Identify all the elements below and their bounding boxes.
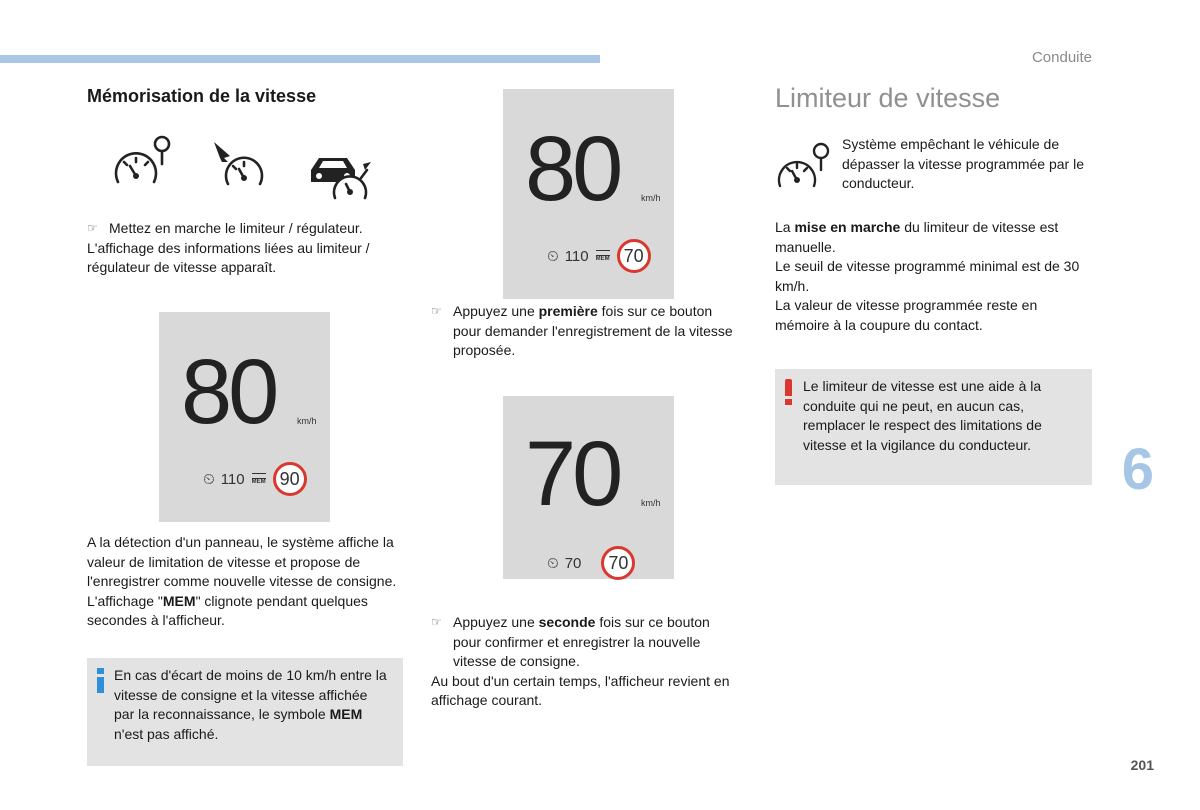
detection-paragraph: A la détection d'un panneau, le système affiche la valeur de limitation de vitesse et propose de l'enregistrer comme nouvelle vitesse de consigne. (87, 534, 397, 589)
finger-pointer-icon: ☞ (87, 221, 98, 235)
speed-unit: km/h (641, 498, 661, 508)
current-speed: 70 (525, 423, 620, 525)
return-display-paragraph: Au bout d'un certain temps, l'afficheur revient en affichage courant. (431, 672, 730, 708)
speed-sign-badge: 70 (601, 546, 635, 580)
setpoint-speed: 70 (564, 554, 582, 572)
bullet-text: Mettez en marche le limiteur / régulateur. (109, 220, 363, 236)
press-button-speedometer-icon (210, 138, 270, 192)
info-icon (97, 668, 105, 692)
limiter-info-row (547, 546, 635, 580)
setpoint-speed: 110 (220, 470, 245, 488)
car-speedometer-icon (305, 148, 379, 202)
mem-icon: MEM (595, 250, 611, 263)
finger-pointer-icon: ☞ (431, 615, 442, 629)
bullet-start-limiter (87, 219, 407, 239)
display-panel-80-70 (503, 89, 674, 299)
warning-note-box (775, 369, 1092, 485)
display-panel-70-70 (503, 396, 674, 579)
mem-blink-paragraph: L'affichage "MEM" clignote pendant quelques secondes à l'afficheur. (87, 592, 368, 628)
speed-sign-badge: 90 (273, 462, 307, 496)
info-display-paragraph: L'affichage des informations liées au limiteur / régulateur de vitesse apparaît. (87, 239, 370, 275)
info-note-box (87, 658, 403, 766)
page-number: 201 (1130, 757, 1154, 773)
bullet-second-press: ☞ Appuyez une seconde fois sur ce bouton pour confirmer et enregistrer la nouvelle vitesse de consigne. (431, 614, 710, 669)
bullet-first-press: ☞ Appuyez une première fois sur ce bouton pour demander l'enregistrement de la vitesse proposée. (431, 303, 733, 358)
warning-text: Le limiteur de vitesse est une aide à la conduite qui ne peut, en aucun cas, remplacer le respect des limitations de vitesse et la vigilance du conducteur. (803, 378, 1042, 453)
limiter-intro: Système empêchant le véhicule de dépasser la vitesse programmée par le conducteur. (842, 136, 1085, 191)
mem-icon: MEM (251, 473, 267, 486)
speedometer-small-icon: ⏲ (203, 470, 215, 488)
limiter-info-row (547, 239, 651, 273)
warning-icon (785, 379, 793, 405)
limiter-info-row (203, 462, 307, 496)
speedometer-limit-icon (110, 132, 176, 192)
speed-limiter-icon (775, 140, 833, 194)
activation-paragraph: La mise en marche du limiteur de vitesse est manuelle. (775, 219, 1059, 255)
current-speed: 80 (525, 118, 620, 220)
speedometer-small-icon: ⏲ (547, 554, 559, 572)
info-note-text: En cas d'écart de moins de 10 km/h entre la vitesse de consigne et la vitesse affichée par la reconnaissance, le symbole MEM n'est pas affiché. (114, 667, 387, 742)
display-panel-80-90 (159, 312, 330, 522)
speed-unit: km/h (297, 416, 317, 426)
speedometer-small-icon: ⏲ (547, 247, 559, 265)
header-accent-bar (0, 55, 600, 63)
memorisation-heading: Mémorisation de la vitesse (87, 86, 317, 106)
memory-paragraph: La valeur de vitesse programmée reste en mémoire à la coupure du contact. (775, 297, 1038, 333)
current-speed: 80 (181, 341, 276, 443)
speed-unit: km/h (641, 193, 661, 203)
setpoint-speed: 110 (564, 247, 589, 265)
section-label: Conduite (1031, 49, 1092, 66)
limiteur-heading: Limiteur de vitesse (775, 83, 1001, 113)
finger-pointer-icon: ☞ (431, 304, 442, 318)
chapter-number: 6 (1121, 437, 1154, 502)
speed-sign-badge: 70 (617, 239, 651, 273)
minimum-threshold-paragraph: Le seuil de vitesse programmé minimal est de 30 km/h. (775, 258, 1080, 294)
